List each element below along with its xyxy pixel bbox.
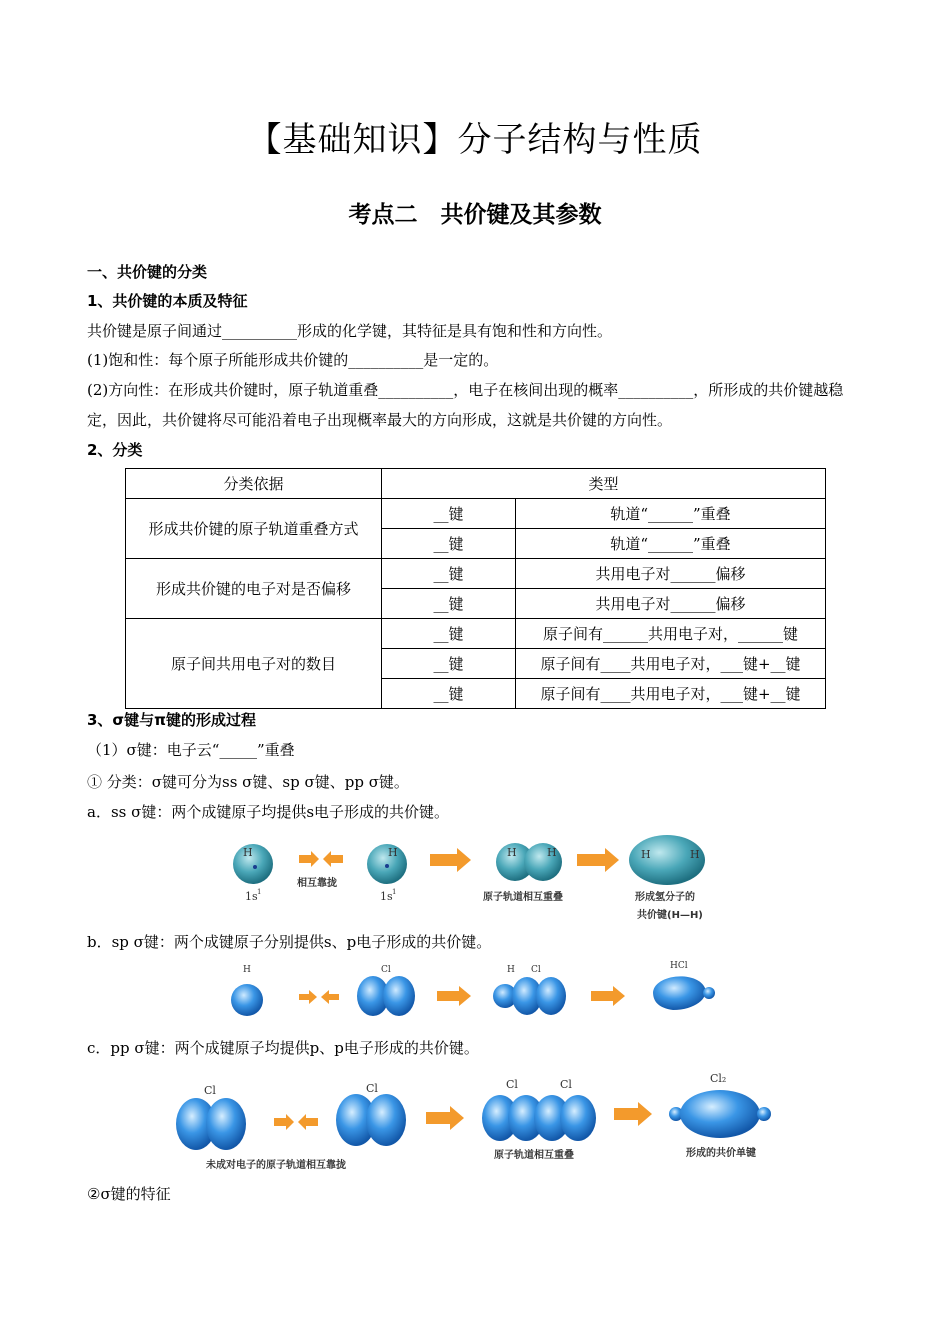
- s-orbital-sphere: [231, 984, 263, 1016]
- subheading-nature: 1、共价键的本质及特征: [87, 292, 248, 310]
- table-cell: __键: [382, 589, 516, 619]
- arrow-right-icon: [426, 1106, 464, 1130]
- paragraph-sigma-features: ②σ键的特征: [87, 1185, 171, 1203]
- arrow-left-icon: [298, 1114, 318, 1130]
- step-caption: 原子轨道相互重叠: [483, 892, 563, 903]
- cl-label: Cl: [531, 965, 541, 975]
- cl-label: Cl: [506, 1078, 518, 1091]
- h-label: H: [243, 965, 251, 975]
- step-caption: 形成氢分子的: [635, 892, 695, 903]
- h-label: H: [641, 848, 651, 861]
- arrow-right-icon: [437, 986, 471, 1006]
- cl-label: Cl: [204, 1084, 216, 1097]
- p-orbital-lobe: [536, 977, 566, 1015]
- cl2-label: Cl₂: [710, 1072, 727, 1085]
- subheading-classification: 2、分类: [87, 441, 143, 459]
- table-cell: 轨道“______”重叠: [516, 499, 826, 529]
- sp-sigma-figure: [225, 958, 725, 1020]
- h-orbital-sphere: [233, 844, 273, 884]
- arrow-right-icon: [299, 990, 317, 1004]
- orbital-sup: 1: [257, 888, 262, 896]
- table-cell: __键: [382, 559, 516, 589]
- p-orbital-lobe: [206, 1098, 246, 1150]
- table-cell: 轨道“______”重叠: [516, 529, 826, 559]
- ss-sigma-figure: [225, 830, 725, 925]
- paragraph-definition: 共价键是原子间通过__________形成的化学键，其特征是具有饱和性和方向性。: [87, 322, 613, 340]
- table-cell: __键: [382, 499, 516, 529]
- arrow-right-icon: [577, 848, 619, 872]
- p-orbital-lobe: [383, 976, 415, 1016]
- table-cell: __键: [382, 679, 516, 709]
- table-cell: 原子间有____共用电子对，___键+__键: [516, 649, 826, 679]
- table-basis-cell: 形成共价键的原子轨道重叠方式: [126, 499, 382, 559]
- step-caption: 形成的共价单键: [686, 1148, 756, 1159]
- arrow-right-icon: [274, 1114, 294, 1130]
- small-lobe: [703, 987, 715, 999]
- h-label: H: [243, 846, 253, 859]
- small-lobe: [757, 1107, 771, 1121]
- nucleus-dot: [385, 864, 389, 868]
- orbital-label: 1s: [380, 890, 393, 903]
- hcl-label: HCl: [670, 961, 688, 971]
- paragraph-saturation: (1)饱和性：每个原子所能形成共价键的__________是一定的。: [87, 351, 499, 369]
- cl-label: Cl: [381, 965, 391, 975]
- hcl-molecule-orbital: [653, 976, 706, 1010]
- cl-label: Cl: [366, 1082, 378, 1095]
- h-label: H: [507, 965, 515, 975]
- table-header-basis: 分类依据: [126, 469, 382, 499]
- table-cell: __键: [382, 649, 516, 679]
- table-basis-cell: 原子间共用电子对的数目: [126, 619, 382, 709]
- paragraph-sigma: （1）σ键：电子云“_____”重叠: [87, 741, 295, 759]
- table-cell: 原子间有______共用电子对，______键: [516, 619, 826, 649]
- table-cell: 共用电子对______偏移: [516, 559, 826, 589]
- h-label: H: [507, 846, 517, 859]
- arrow-right-icon: [614, 1102, 652, 1126]
- subheading-formation: 3、σ键与π键的形成过程: [87, 711, 256, 729]
- table-header-type: 类型: [382, 469, 826, 499]
- p-orbital-lobe: [366, 1094, 406, 1146]
- h-label: H: [547, 846, 557, 859]
- classification-table: [125, 468, 826, 709]
- cl2-molecule-orbital: [680, 1090, 760, 1138]
- cl-label: Cl: [560, 1078, 572, 1091]
- page-title: 【基础知识】分子结构与性质: [247, 120, 703, 160]
- arrow-right-icon: [299, 851, 319, 867]
- paragraph-ss-sigma: a．ss σ键：两个成键原子均提供s电子形成的共价键。: [87, 803, 450, 821]
- table-cell: 共用电子对______偏移: [516, 589, 826, 619]
- section-heading-1: 一、共价键的分类: [87, 263, 208, 281]
- table-basis-cell: 形成共价键的电子对是否偏移: [126, 559, 382, 619]
- paragraph-sp-sigma: b．sp σ键：两个成键原子分别提供s、p电子形成的共价键。: [87, 933, 492, 951]
- h-label: H: [690, 848, 700, 861]
- step-caption: 相互靠拢: [297, 878, 337, 889]
- step-caption: 共价键(H—H): [637, 910, 703, 921]
- paragraph-sigma-types: ① 分类：σ键可分为ss σ键、sp σ键、pp σ键。: [87, 773, 409, 791]
- table-cell: __键: [382, 529, 516, 559]
- paragraph-direction: (2)方向性：在形成共价键时，原子轨道重叠__________，电子在核间出现的概率__________，所形成的共价键越稳定，因此，共价键将尽可能沿着电子出现概率最大的方向形成，这就是共价键的方向性。: [87, 381, 844, 429]
- table-cell: __键: [382, 619, 516, 649]
- pp-sigma-figure: [170, 1068, 780, 1178]
- p-orbital-lobe: [560, 1095, 596, 1141]
- h-label: H: [388, 846, 398, 859]
- step-caption: 原子轨道相互重叠: [494, 1150, 574, 1161]
- arrow-left-icon: [321, 990, 339, 1004]
- paragraph-pp-sigma: c．pp σ键：两个成键原子均提供p、p电子形成的共价键。: [87, 1039, 479, 1057]
- nucleus-dot: [253, 865, 257, 869]
- page-subtitle: 考点二 共价键及其参数: [348, 202, 602, 228]
- table-cell: 原子间有____共用电子对，___键+__键: [516, 679, 826, 709]
- arrow-right-icon: [430, 848, 471, 872]
- arrow-right-icon: [591, 986, 625, 1006]
- orbital-label: 1s: [245, 890, 258, 903]
- orbital-sup: 1: [392, 888, 397, 896]
- step-caption: 未成对电子的原子轨道相互靠拢: [206, 1160, 346, 1171]
- arrow-left-icon: [323, 851, 343, 867]
